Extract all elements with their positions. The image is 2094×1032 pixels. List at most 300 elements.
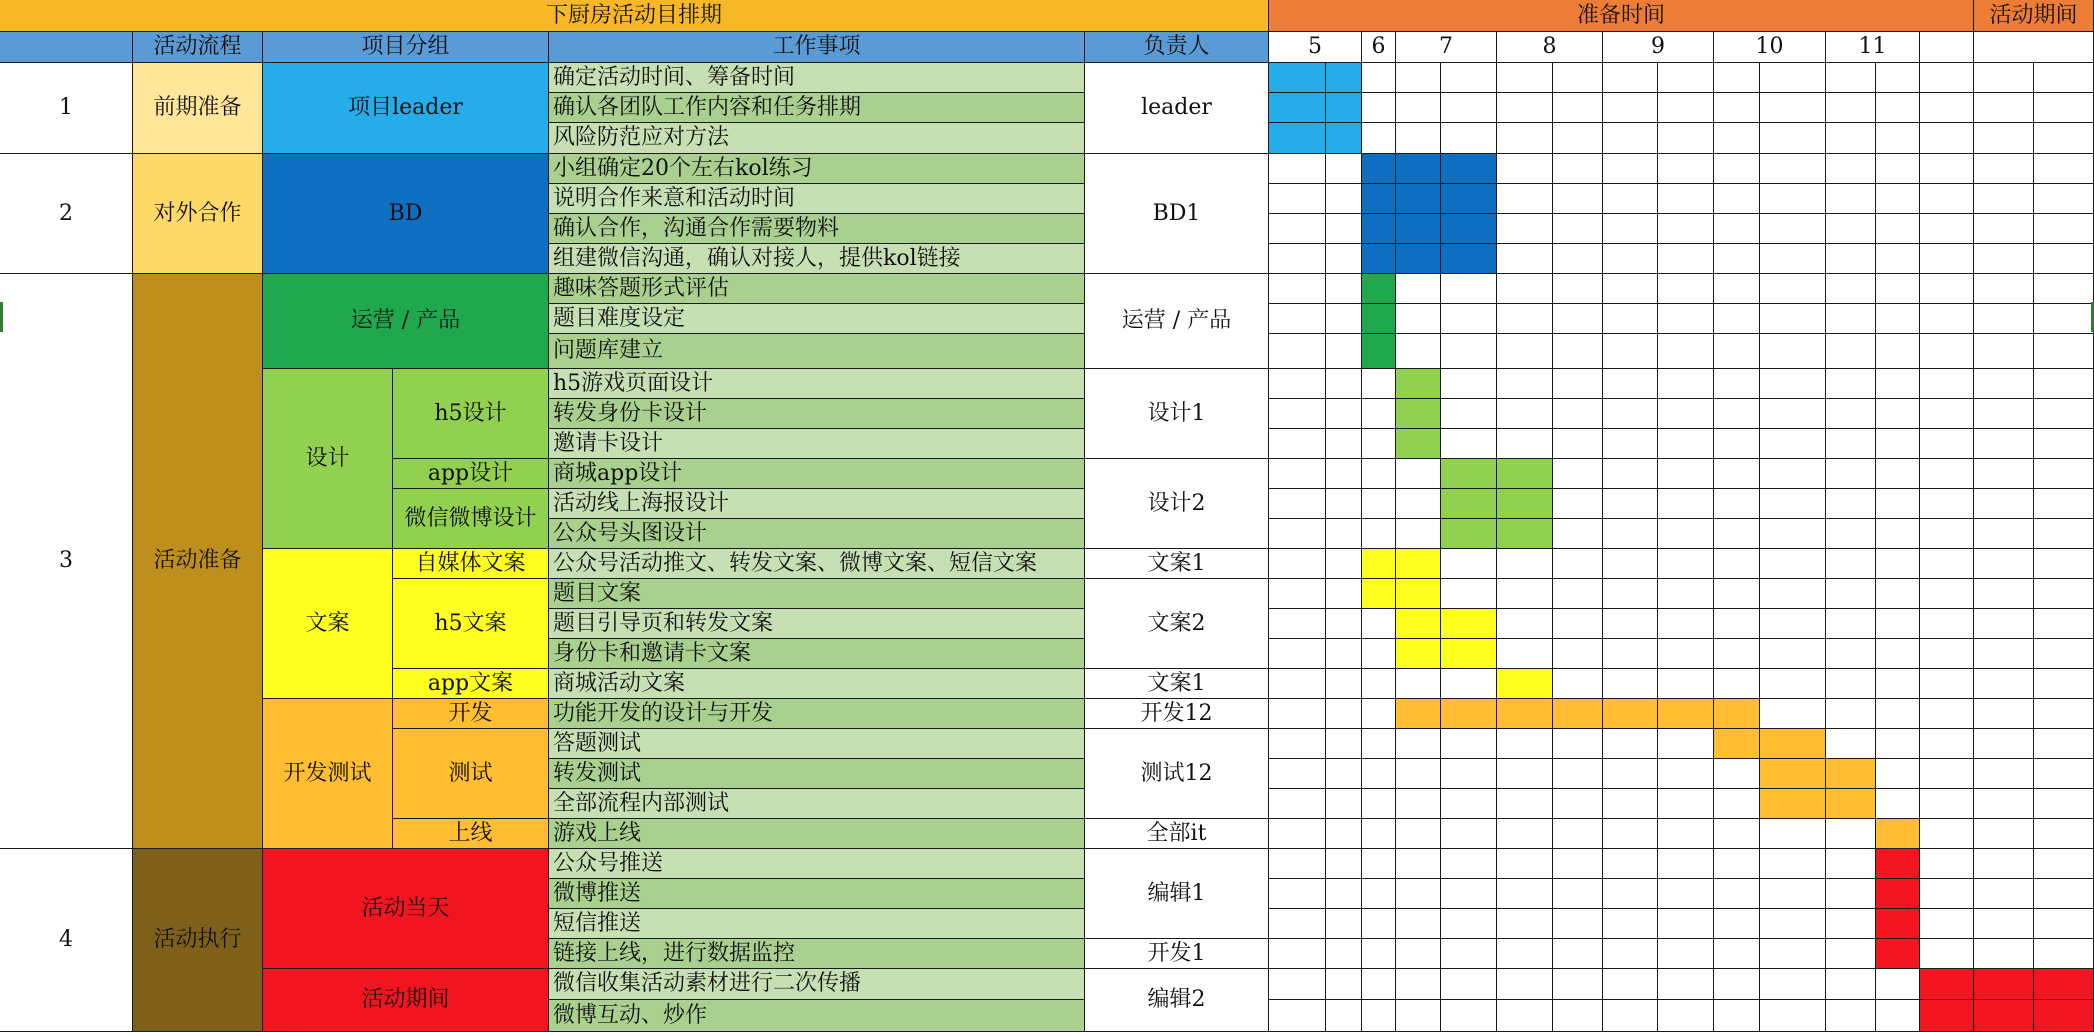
gantt-cell	[1826, 244, 1876, 274]
gantt-cell	[1269, 819, 1326, 849]
gantt-cell	[1497, 399, 1553, 429]
subgroup-cell: 测试	[393, 729, 549, 819]
col-group-header: 项目分组	[263, 32, 549, 63]
gantt-bar-cell	[1362, 304, 1396, 334]
gantt-cell	[1497, 274, 1553, 304]
gantt-cell	[1603, 879, 1658, 909]
gantt-cell	[1876, 304, 1920, 334]
owner-cell: 运营 / 产品	[1085, 274, 1269, 369]
gantt-bar-cell	[1876, 849, 1920, 879]
group-cell: BD	[263, 154, 549, 274]
gantt-bar-cell	[1441, 184, 1497, 214]
gantt-cell	[1441, 334, 1497, 369]
gantt-bar-cell	[1441, 519, 1497, 549]
day-header: 9	[1603, 32, 1714, 63]
gantt-cell	[1497, 939, 1553, 969]
gantt-cell	[1326, 759, 1362, 789]
gantt-cell	[1920, 369, 1974, 399]
gantt-cell	[1269, 759, 1326, 789]
gantt-cell	[1603, 849, 1658, 879]
task-cell: 确认合作，沟通合作需要物料	[549, 214, 1085, 244]
gantt-bar-cell	[1920, 1000, 1974, 1032]
gantt-cell	[1269, 399, 1326, 429]
gantt-cell	[1553, 819, 1603, 849]
gantt-cell	[1876, 639, 1920, 669]
gantt-cell	[1396, 519, 1441, 549]
gantt-cell	[1974, 63, 2034, 93]
gantt-cell	[1826, 699, 1876, 729]
gantt-cell	[1326, 729, 1362, 759]
task-cell: 身份卡和邀请卡文案	[549, 639, 1085, 669]
gantt-cell	[1396, 759, 1441, 789]
gantt-bar-cell	[1396, 244, 1441, 274]
gantt-cell	[1553, 369, 1603, 399]
gantt-cell	[1658, 879, 1714, 909]
subgroup-cell: 自媒体文案	[393, 549, 549, 579]
day-header: 8	[1497, 32, 1603, 63]
gantt-cell	[1396, 879, 1441, 909]
gantt-cell	[1441, 969, 1497, 1000]
day-header-empty	[1974, 32, 2094, 63]
gantt-cell	[1603, 909, 1658, 939]
gantt-cell	[1714, 244, 1760, 274]
phase-num: 2	[0, 154, 133, 274]
gantt-cell	[1603, 489, 1658, 519]
group-cell: 文案	[263, 549, 393, 699]
gantt-cell	[1760, 274, 1826, 304]
task-cell: 问题库建立	[549, 334, 1085, 369]
group-cell: 活动当天	[263, 849, 549, 969]
row-marker-left	[0, 302, 3, 332]
gantt-cell	[1269, 699, 1326, 729]
gantt-cell	[1326, 399, 1362, 429]
task-cell: 短信推送	[549, 909, 1085, 939]
task-cell: 链接上线，进行数据监控	[549, 939, 1085, 969]
gantt-cell	[1920, 154, 1974, 184]
gantt-cell	[1497, 849, 1553, 879]
gantt-bar-cell	[1760, 729, 1826, 759]
gantt-cell	[2034, 579, 2094, 609]
gantt-cell	[1553, 759, 1603, 789]
gantt-cell	[1658, 154, 1714, 184]
gantt-cell	[1603, 579, 1658, 609]
gantt-cell	[1326, 669, 1362, 699]
task-cell: 确定活动时间、筹备时间	[549, 63, 1085, 93]
gantt-cell	[1876, 429, 1920, 459]
gantt-cell	[1603, 969, 1658, 1000]
gantt-cell	[1658, 334, 1714, 369]
gantt-cell	[1920, 304, 1974, 334]
day-header: 10	[1714, 32, 1826, 63]
gantt-cell	[1603, 519, 1658, 549]
gantt-cell	[1658, 429, 1714, 459]
gantt-cell	[2034, 123, 2094, 154]
gantt-cell	[1920, 939, 1974, 969]
gantt-cell	[1603, 184, 1658, 214]
gantt-cell	[1396, 1000, 1441, 1032]
gantt-cell	[1362, 759, 1396, 789]
day-header-empty	[1920, 32, 1974, 63]
task-cell: 答题测试	[549, 729, 1085, 759]
gantt-cell	[1603, 639, 1658, 669]
gantt-cell	[1714, 1000, 1760, 1032]
gantt-cell	[1326, 154, 1362, 184]
gantt-cell	[1826, 819, 1876, 849]
gantt-cell	[1497, 244, 1553, 274]
gantt-cell	[1876, 93, 1920, 123]
owner-cell: 设计2	[1085, 459, 1269, 549]
gantt-cell	[1396, 304, 1441, 334]
gantt-bar-cell	[1760, 789, 1826, 819]
gantt-cell	[1974, 729, 2034, 759]
task-cell: 转发身份卡设计	[549, 399, 1085, 429]
gantt-cell	[1658, 789, 1714, 819]
gantt-cell	[1269, 609, 1326, 639]
gantt-cell	[1920, 669, 1974, 699]
gantt-cell	[1974, 819, 2034, 849]
gantt-bar-cell	[1362, 184, 1396, 214]
gantt-cell	[1658, 1000, 1714, 1032]
gantt-cell	[1876, 244, 1920, 274]
gantt-cell	[1974, 154, 2034, 184]
gantt-cell	[1603, 549, 1658, 579]
gantt-cell	[1658, 244, 1714, 274]
gantt-cell	[1362, 429, 1396, 459]
gantt-cell	[1326, 489, 1362, 519]
gantt-cell	[1326, 909, 1362, 939]
gantt-cell	[1714, 519, 1760, 549]
gantt-cell	[1974, 334, 2034, 369]
task-cell: 商城活动文案	[549, 669, 1085, 699]
task-cell: 题目难度设定	[549, 304, 1085, 334]
gantt-cell	[1441, 369, 1497, 399]
gantt-bar-cell	[1441, 214, 1497, 244]
phase-name: 活动准备	[133, 274, 263, 849]
gantt-cell	[1920, 459, 1974, 489]
gantt-cell	[1269, 789, 1326, 819]
gantt-cell	[1920, 184, 1974, 214]
owner-cell: 编辑1	[1085, 849, 1269, 939]
gantt-cell	[1553, 789, 1603, 819]
phase-num: 4	[0, 849, 133, 1032]
owner-cell: 文案1	[1085, 549, 1269, 579]
gantt-bar-cell	[1269, 93, 1326, 123]
gantt-bar-cell	[1362, 334, 1396, 369]
gantt-cell	[1974, 639, 2034, 669]
gantt-cell	[1326, 849, 1362, 879]
gantt-cell	[1441, 849, 1497, 879]
gantt-bar-cell	[1497, 459, 1553, 489]
gantt-cell	[1553, 729, 1603, 759]
gantt-cell	[1658, 214, 1714, 244]
gantt-bar-cell	[1553, 699, 1603, 729]
gantt-cell	[1326, 939, 1362, 969]
gantt-cell	[1974, 699, 2034, 729]
gantt-bar-cell	[1714, 699, 1760, 729]
gantt-cell	[1920, 699, 1974, 729]
gantt-cell	[1920, 879, 1974, 909]
gantt-cell	[1826, 93, 1876, 123]
gantt-cell	[1920, 274, 1974, 304]
gantt-cell	[1441, 729, 1497, 759]
gantt-cell	[1714, 579, 1760, 609]
gantt-cell	[1658, 729, 1714, 759]
gantt-cell	[1497, 184, 1553, 214]
gantt-cell	[1714, 459, 1760, 489]
task-cell: 公众号推送	[549, 849, 1085, 879]
gantt-cell	[1603, 939, 1658, 969]
gantt-cell	[1362, 699, 1396, 729]
gantt-bar-cell	[1362, 244, 1396, 274]
day-header: 6	[1362, 32, 1396, 63]
gantt-cell	[1603, 729, 1658, 759]
gantt-cell	[1760, 1000, 1826, 1032]
gantt-cell	[1603, 244, 1658, 274]
prep-time-header: 准备时间	[1269, 0, 1974, 32]
gantt-cell	[1760, 819, 1826, 849]
gantt-cell	[1974, 759, 2034, 789]
gantt-cell	[1876, 334, 1920, 369]
gantt-cell	[1974, 489, 2034, 519]
group-cell: 设计	[263, 369, 393, 549]
gantt-bar-cell	[2034, 969, 2094, 1000]
gantt-cell	[1497, 334, 1553, 369]
gantt-cell	[1658, 639, 1714, 669]
gantt-cell	[1396, 489, 1441, 519]
gantt-cell	[1396, 849, 1441, 879]
gantt-cell	[1714, 274, 1760, 304]
gantt-bar-cell	[1396, 549, 1441, 579]
phase-num: 1	[0, 63, 133, 154]
gantt-cell	[1714, 609, 1760, 639]
gantt-cell	[1326, 699, 1362, 729]
gantt-cell	[1714, 184, 1760, 214]
gantt-cell	[1826, 123, 1876, 154]
gantt-bar-cell	[1876, 879, 1920, 909]
gantt-cell	[1441, 549, 1497, 579]
gantt-cell	[1497, 369, 1553, 399]
gantt-cell	[1603, 429, 1658, 459]
gantt-cell	[1497, 429, 1553, 459]
gantt-cell	[1876, 549, 1920, 579]
gantt-cell	[2034, 459, 2094, 489]
gantt-cell	[1974, 274, 2034, 304]
gantt-cell	[1441, 759, 1497, 789]
gantt-cell	[1826, 609, 1876, 639]
gantt-cell	[1876, 519, 1920, 549]
gantt-cell	[1826, 579, 1876, 609]
gantt-cell	[1714, 93, 1760, 123]
gantt-cell	[1974, 609, 2034, 639]
gantt-bar-cell	[1658, 699, 1714, 729]
gantt-cell	[1920, 909, 1974, 939]
gantt-cell	[1974, 369, 2034, 399]
gantt-cell	[1714, 909, 1760, 939]
gantt-bar-cell	[1441, 154, 1497, 184]
gantt-cell	[1760, 879, 1826, 909]
gantt-cell	[1269, 369, 1326, 399]
gantt-cell	[1658, 123, 1714, 154]
gantt-cell	[1362, 849, 1396, 879]
gantt-cell	[1362, 789, 1396, 819]
gantt-cell	[1269, 729, 1326, 759]
gantt-cell	[1603, 334, 1658, 369]
gantt-cell	[1362, 939, 1396, 969]
task-cell: 邀请卡设计	[549, 429, 1085, 459]
gantt-cell	[1658, 759, 1714, 789]
gantt-cell	[1396, 819, 1441, 849]
gantt-cell	[1603, 304, 1658, 334]
task-cell: 题目文案	[549, 579, 1085, 609]
col-owner-header: 负责人	[1085, 32, 1269, 63]
gantt-cell	[1497, 609, 1553, 639]
task-cell: 游戏上线	[549, 819, 1085, 849]
gantt-bar-cell	[1396, 639, 1441, 669]
gantt-cell	[1497, 123, 1553, 154]
gantt-cell	[1974, 939, 2034, 969]
subgroup-cell: h5设计	[393, 369, 549, 459]
owner-cell: 开发1	[1085, 939, 1269, 969]
gantt-bar-cell	[1362, 274, 1396, 304]
gantt-cell	[1553, 123, 1603, 154]
gantt-bar-cell	[1826, 759, 1876, 789]
gantt-bar-cell	[1441, 244, 1497, 274]
gantt-cell	[1974, 519, 2034, 549]
gantt-cell	[1441, 429, 1497, 459]
gantt-cell	[1920, 759, 1974, 789]
gantt-cell	[1714, 759, 1760, 789]
gantt-cell	[1876, 184, 1920, 214]
gantt-cell	[1974, 399, 2034, 429]
gantt-cell	[1269, 304, 1326, 334]
gantt-cell	[1603, 1000, 1658, 1032]
gantt-cell	[1553, 609, 1603, 639]
task-cell: 功能开发的设计与开发	[549, 699, 1085, 729]
gantt-cell	[1603, 399, 1658, 429]
gantt-cell	[1326, 969, 1362, 1000]
gantt-cell	[1826, 849, 1876, 879]
gantt-cell	[1826, 489, 1876, 519]
gantt-cell	[1553, 93, 1603, 123]
gantt-cell	[1658, 369, 1714, 399]
phase-name: 对外合作	[133, 154, 263, 274]
gantt-cell	[1920, 63, 1974, 93]
gantt-cell	[1714, 304, 1760, 334]
gantt-cell	[1269, 669, 1326, 699]
gantt-cell	[1920, 123, 1974, 154]
group-cell: 活动期间	[263, 969, 549, 1032]
gantt-cell	[1658, 939, 1714, 969]
gantt-cell	[1760, 849, 1826, 879]
day-header: 11	[1826, 32, 1920, 63]
task-cell: 组建微信沟通，确认对接人，提供kol链接	[549, 244, 1085, 274]
gantt-cell	[1269, 274, 1326, 304]
gantt-cell	[1826, 969, 1876, 1000]
gantt-cell	[1269, 429, 1326, 459]
gantt-cell	[1269, 579, 1326, 609]
gantt-cell	[1826, 879, 1876, 909]
gantt-cell	[1603, 669, 1658, 699]
gantt-cell	[1826, 154, 1876, 184]
gantt-bar-cell	[1396, 609, 1441, 639]
gantt-cell	[1920, 729, 1974, 759]
gantt-cell	[2034, 909, 2094, 939]
gantt-bar-cell	[1441, 609, 1497, 639]
gantt-cell	[1553, 274, 1603, 304]
group-cell: 开发测试	[263, 699, 393, 849]
gantt-bar-cell	[1362, 214, 1396, 244]
gantt-cell	[1269, 489, 1326, 519]
gantt-cell	[1441, 123, 1497, 154]
gantt-bar-cell	[1326, 63, 1362, 93]
gantt-cell	[1326, 304, 1362, 334]
gantt-cell	[2034, 819, 2094, 849]
gantt-cell	[1826, 459, 1876, 489]
gantt-bar-cell	[1396, 429, 1441, 459]
gantt-bar-cell	[1920, 969, 1974, 1000]
gantt-cell	[1553, 849, 1603, 879]
gantt-cell	[1497, 819, 1553, 849]
gantt-cell	[1714, 489, 1760, 519]
gantt-cell	[1714, 939, 1760, 969]
gantt-cell	[1826, 1000, 1876, 1032]
owner-cell: 设计1	[1085, 369, 1269, 459]
gantt-cell	[1876, 214, 1920, 244]
gantt-cell	[2034, 429, 2094, 459]
subgroup-cell: app设计	[393, 459, 549, 489]
task-cell: 趣味答题形式评估	[549, 274, 1085, 304]
gantt-cell	[1826, 214, 1876, 244]
gantt-bar-cell	[1441, 699, 1497, 729]
gantt-cell	[2034, 369, 2094, 399]
activity-period-header: 活动期间	[1974, 0, 2094, 32]
gantt-cell	[1974, 214, 2034, 244]
gantt-cell	[1920, 93, 1974, 123]
gantt-cell	[1553, 969, 1603, 1000]
gantt-cell	[1658, 579, 1714, 609]
gantt-cell	[1269, 459, 1326, 489]
gantt-cell	[1760, 334, 1826, 369]
gantt-cell	[2034, 639, 2094, 669]
gantt-cell	[1269, 519, 1326, 549]
task-cell: 风险防范应对方法	[549, 123, 1085, 154]
gantt-cell	[1920, 639, 1974, 669]
gantt-cell	[1826, 369, 1876, 399]
task-cell: 微博推送	[549, 879, 1085, 909]
gantt-cell	[1497, 879, 1553, 909]
task-cell: 公众号活动推文、转发文案、微博文案、短信文案	[549, 549, 1085, 579]
gantt-cell	[1326, 519, 1362, 549]
gantt-cell	[1362, 399, 1396, 429]
gantt-cell	[1920, 244, 1974, 274]
task-cell: h5游戏页面设计	[549, 369, 1085, 399]
gantt-cell	[1396, 334, 1441, 369]
gantt-cell	[1876, 699, 1920, 729]
gantt-cell	[1876, 274, 1920, 304]
gantt-cell	[1603, 819, 1658, 849]
subgroup-cell: app文案	[393, 669, 549, 699]
gantt-cell	[1714, 429, 1760, 459]
gantt-cell	[1553, 879, 1603, 909]
gantt-bar-cell	[1974, 969, 2034, 1000]
gantt-cell	[1760, 909, 1826, 939]
gantt-cell	[1974, 549, 2034, 579]
gantt-cell	[1920, 819, 1974, 849]
gantt-cell	[2034, 609, 2094, 639]
gantt-cell	[1714, 879, 1760, 909]
gantt-cell	[1396, 789, 1441, 819]
gantt-cell	[1974, 789, 2034, 819]
